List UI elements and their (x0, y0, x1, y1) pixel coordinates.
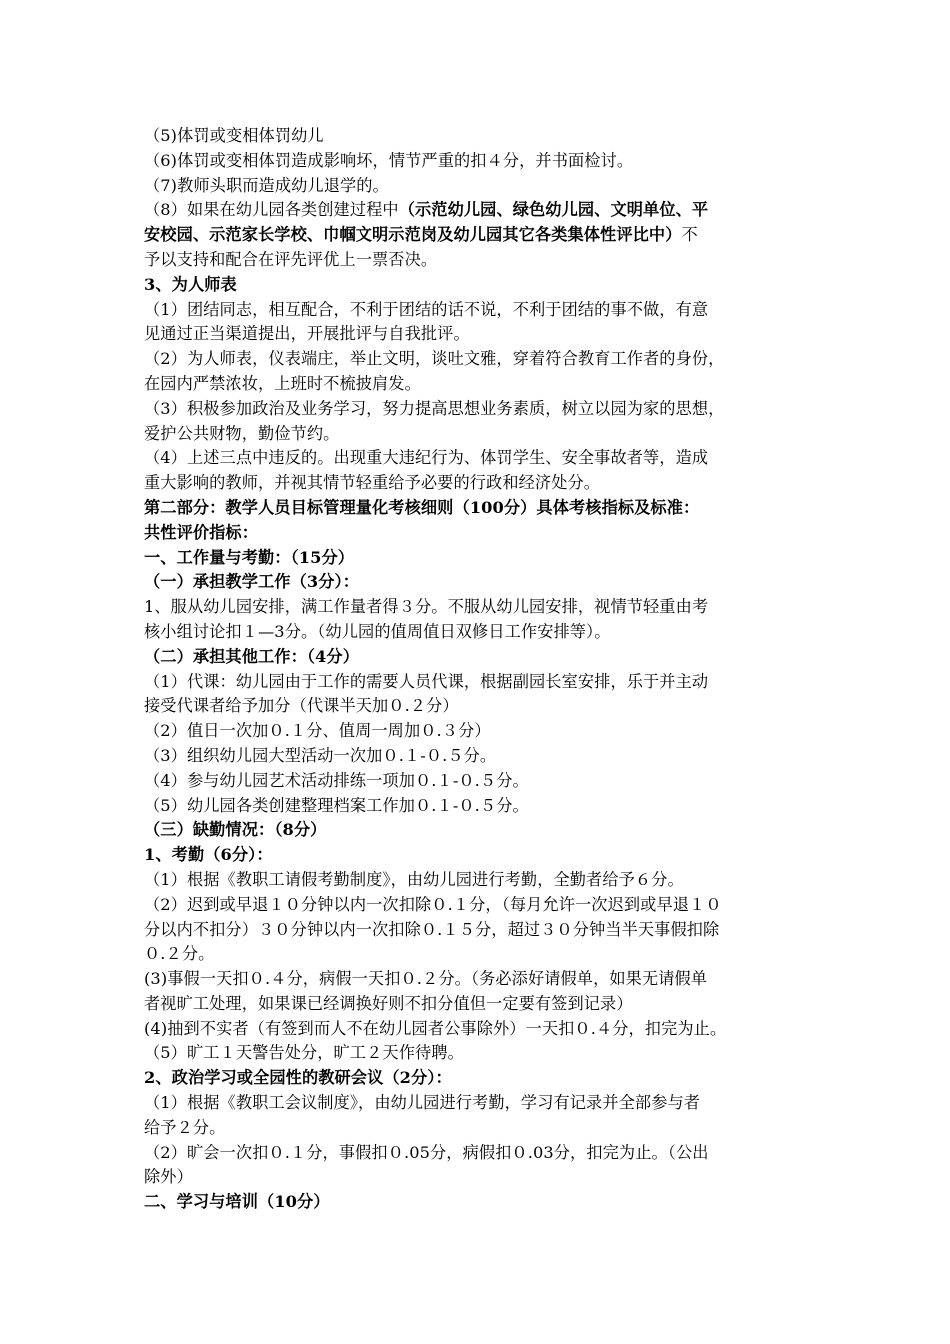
text-line: （2）迟到或早退１０分钟以内一次扣除０.１分，（每月允许一次迟到或早退１０ (144, 894, 722, 914)
text-line: 在园内严禁浓妆，上班时不梳披肩发。 (144, 373, 421, 393)
text-line: 分以内不扣分）３０分钟以内一次扣除０.１５分，超过３０分钟当半天事假扣除 (144, 919, 720, 939)
text-line: 见通过正当渠道提出，开展批评与自我批评。 (144, 324, 470, 344)
text-line: （3）积极参加政治及业务学习，努力提高思想业务素质，树立以园为家的思想， (144, 398, 725, 418)
section-heading: 2、政治学习或全园性的教研会议（2分）： (144, 1068, 452, 1088)
text-line: 予以支持和配合在评先评优上一票否决。 (144, 249, 438, 269)
section-heading: （一）承担教学工作（3分）： (144, 572, 359, 592)
bold-text-segment: 安校园、示范家长学校、巾帼文明示范岗及幼儿园其它各类集体性评比中） (144, 225, 682, 245)
text-line: 除外） (144, 1167, 193, 1187)
text-line: （5）旷工１天警告处分，旷工２天作待聘。 (144, 1043, 464, 1063)
text-line: （6)体罚或变相体罚造成影响坏，情节严重的扣４分，并书面检讨。 (144, 150, 634, 170)
text-line: 爱护公共财物，勤俭节约。 (144, 423, 340, 443)
text-line: 重大影响的教师，并视其情节轻重给予必要的行政和经济处分。 (144, 473, 601, 493)
text-segment: （8）如果在幼儿园各类创建过程中 (144, 200, 399, 220)
section-heading: 3、为人师表 (144, 274, 237, 294)
text-line: （4）参与幼儿园艺术活动排练一项加０.１-０.５分。 (144, 770, 529, 790)
text-line: 接受代课者给予加分（代课半天加０.２分） (144, 696, 459, 716)
text-line: （1）根据《教职工会议制度》，由幼儿园进行考勤，学习有记录并全部参与者 (144, 1093, 701, 1113)
text-line: （1）团结同志，相互配合，不利于团结的话不说，不利于团结的事不做，有意 (144, 299, 709, 319)
text-line: 者视旷工处理，如果课已经调换好则不扣分值但一定要有签到记录） (144, 993, 633, 1013)
document-page (144, 124, 814, 1215)
section-heading: （三）缺勤情况：（8分） (144, 820, 327, 840)
text-line: （3）组织幼儿园大型活动一次加０.１-０.５分。 (144, 745, 497, 765)
text-line: (3)事假一天扣０.４分，病假一天扣０.２分。（务必添好请假单，如果无请假单 (144, 969, 708, 989)
bold-text-segment: （示范幼儿园、绿色幼儿园、文明单位、平 (398, 200, 709, 220)
text-line: 给予２分。 (144, 1117, 226, 1137)
text-segment: 不 (681, 225, 698, 245)
section-heading: 第二部分：教学人员目标管理量化考核细则（100分）具体考核指标及标准： (144, 497, 700, 517)
text-line: ０.２分。 (144, 944, 215, 964)
section-heading: 共性评价指标： (144, 522, 259, 542)
text-line: （5）幼儿园各类创建整理档案工作加０.１-０.５分。 (144, 795, 529, 815)
text-line: （1）根据《教职工请假考勤制度》，由幼儿园进行考勤，全勤者给予６分。 (144, 869, 684, 889)
text-line: （1）代课：幼儿园由于工作的需要人员代课，根据副园长室安排，乐于并主动 (144, 671, 709, 691)
text-line: (4)抽到不实者（有签到而人不在幼儿园者公事除外）一天扣０.４分，扣完为止。 (144, 1018, 727, 1038)
text-line: （5)体罚或变相体罚幼儿 (144, 126, 324, 145)
text-line: （2）为人师表，仪表端庄，举止文明，谈吐文雅，穿着符合教育工作者的身份， (144, 349, 725, 369)
text-line (144, 198, 814, 223)
text-line: （4）上述三点中违反的。出现重大违纪行为、体罚学生、安全事故者等，造成 (144, 448, 709, 468)
text-line: （7)教师头职而造成幼儿退学的。 (144, 175, 389, 195)
text-line: （2）值日一次加０.１分、值周一周加０.３分） (144, 721, 491, 741)
section-heading: 一、工作量与考勤：（15分） (144, 547, 355, 567)
text-line (144, 223, 814, 248)
section-heading: （二）承担其他工作：（4分） (144, 646, 359, 666)
text-line: （2）旷会一次扣０.１分，事假扣０.05分，病假扣０.03分，扣完为止。（公出 (144, 1142, 709, 1162)
section-heading: 二、学习与培训（10分） (144, 1192, 330, 1212)
section-heading: 1、考勤（6分）： (144, 845, 273, 865)
text-line: 核小组讨论扣１—3分。（幼儿园的值周值日双修日工作安排等）。 (144, 621, 611, 641)
text-line: 1、服从幼儿园安排，满工作量者得３分。不服从幼儿园安排，视情节轻重由考 (144, 597, 709, 617)
